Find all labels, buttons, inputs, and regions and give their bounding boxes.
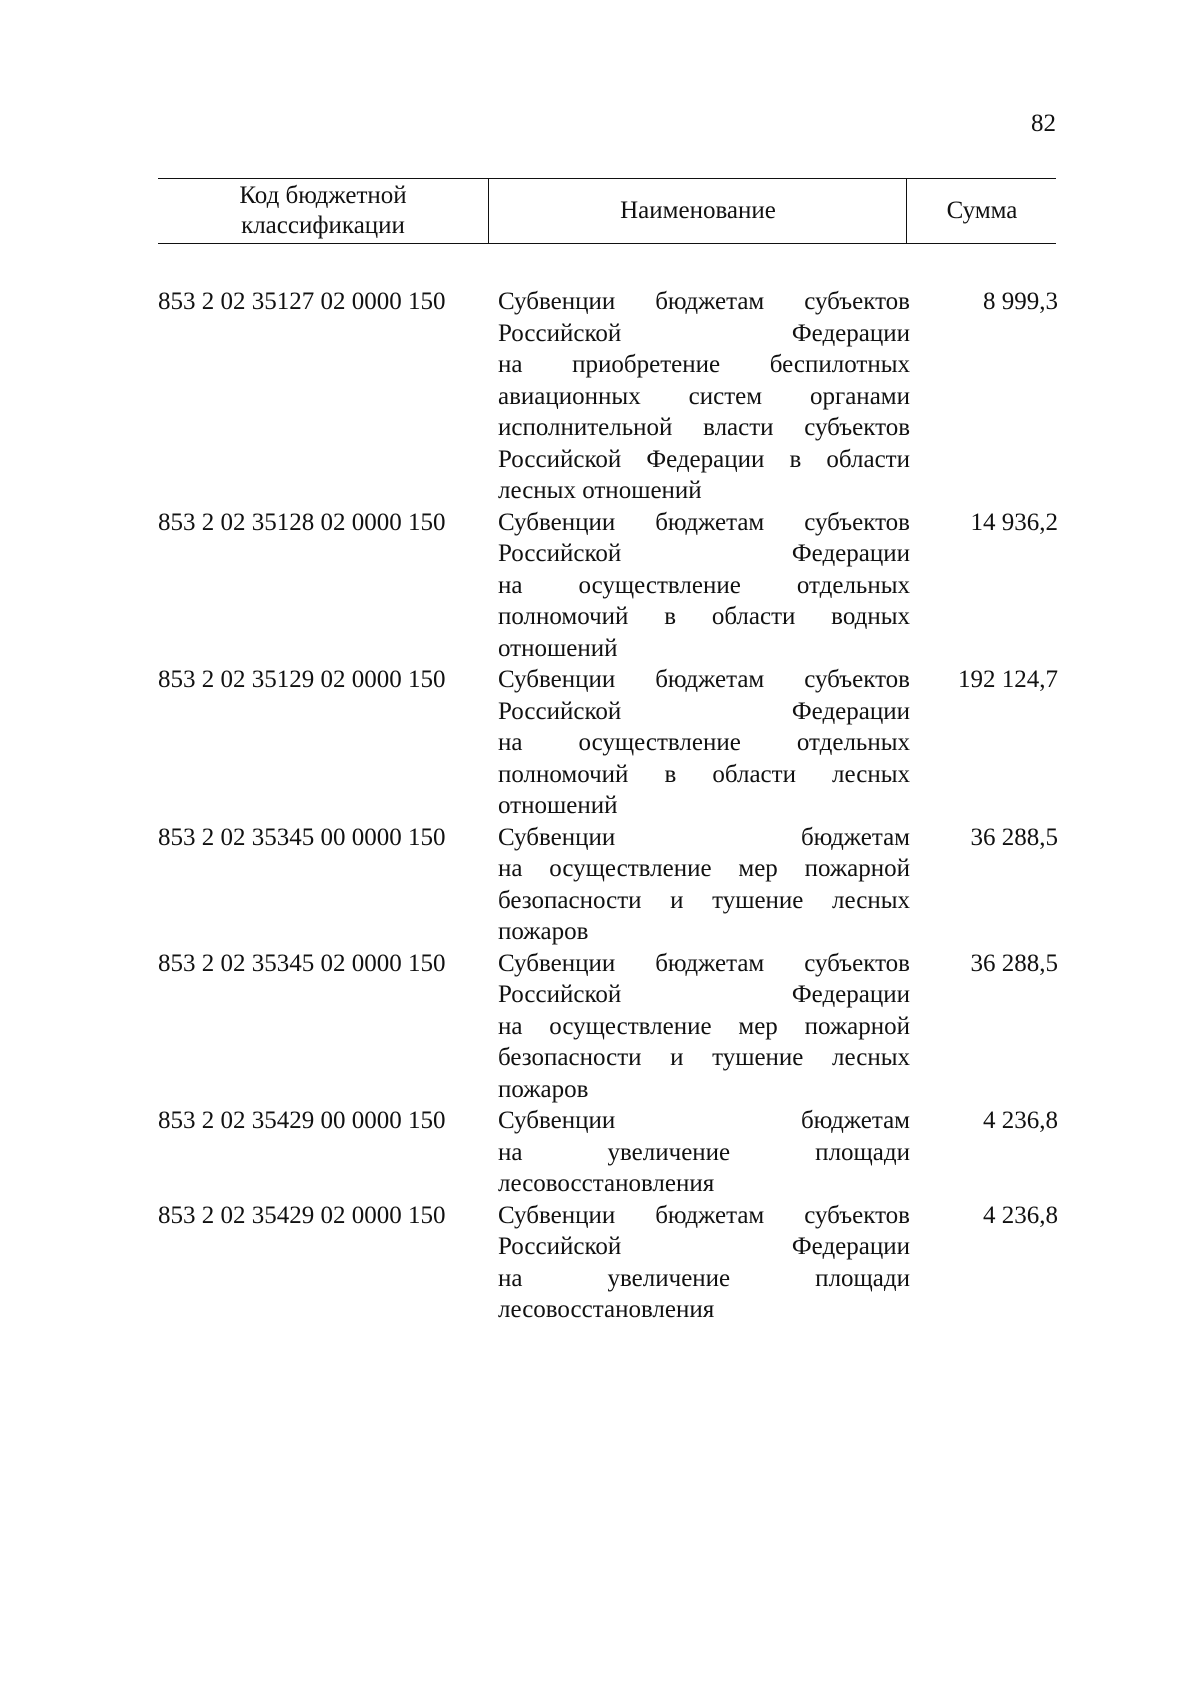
row-name-line: Субвенции бюджетам субъектов	[498, 1201, 910, 1229]
row-code: 853 2 02 35129 02 0000 150	[158, 666, 446, 693]
row-name-line: полномочий в области водных	[498, 603, 910, 630]
table-row	[158, 1200, 1058, 1326]
row-name-line: полномочий в области лесных	[498, 760, 910, 788]
row-name-line: отношений	[498, 792, 618, 819]
row-name-line: Российской Федерации	[498, 981, 910, 1008]
row-name-line: на осуществление отдельных	[498, 571, 910, 599]
table-row	[158, 507, 1058, 665]
row-sum: 4 236,8	[983, 1107, 1058, 1134]
row-name-line: Российской Федерации	[498, 319, 910, 347]
row-sum: 192 124,7	[958, 666, 1058, 693]
table-row	[158, 664, 1058, 822]
row-sum: 36 288,5	[970, 949, 1058, 977]
row-name-line: Субвенции бюджетам субъектов	[498, 666, 910, 693]
row-code: 853 2 02 35127 02 0000 150	[158, 288, 446, 315]
row-name-line: Субвенции бюджетам субъектов	[498, 288, 910, 315]
table-body	[158, 286, 1058, 1326]
header-name-column: Наименование	[488, 179, 907, 243]
row-name	[498, 1105, 910, 1200]
table-row	[158, 1105, 1058, 1200]
row-name-line: Субвенции бюджетам субъектов	[498, 949, 910, 977]
row-name-line: Российской Федерации	[498, 1233, 910, 1260]
row-name-line: авиационных систем органами	[498, 382, 910, 410]
row-name	[498, 948, 910, 1106]
row-name-line: пожаров	[498, 918, 589, 945]
row-name-line: на увеличение площади	[498, 1264, 910, 1292]
row-name-line: безопасности и тушение лесных	[498, 886, 910, 914]
row-sum: 14 936,2	[970, 508, 1058, 536]
table-header	[158, 178, 1056, 244]
row-name	[498, 1200, 910, 1326]
row-name-line: Субвенции бюджетам	[498, 1107, 910, 1134]
row-name-line: на осуществление отдельных	[498, 729, 910, 756]
row-name-line: на осуществление мер пожарной	[498, 1012, 910, 1040]
row-name-line: Субвенции бюджетам субъектов	[498, 508, 910, 536]
row-name-line: отношений	[498, 634, 618, 662]
row-name-line: на увеличение площади	[498, 1138, 910, 1166]
row-code: 853 2 02 35128 02 0000 150	[158, 508, 446, 536]
row-name-line: лесовосстановления	[498, 1170, 715, 1197]
row-code: 853 2 02 35429 02 0000 150	[158, 1201, 446, 1229]
row-name-line: лесовосстановления	[498, 1296, 715, 1323]
header-code-column: Код бюджетной классификации	[239, 182, 407, 239]
row-code: 853 2 02 35429 00 0000 150	[158, 1107, 446, 1134]
row-name-line: исполнительной власти субъектов	[498, 414, 910, 441]
row-name-line: безопасности и тушение лесных	[498, 1044, 910, 1071]
row-name-line: Российской Федерации	[498, 697, 910, 725]
row-code: 853 2 02 35345 02 0000 150	[158, 949, 446, 977]
row-name-line: Российской Федерации в области	[498, 445, 910, 473]
header-sum-column: Сумма	[906, 179, 1057, 243]
row-name-line: на приобретение беспилотных	[498, 351, 910, 378]
row-sum: 36 288,5	[970, 823, 1058, 851]
row-sum: 8 999,3	[983, 288, 1058, 315]
row-sum: 4 236,8	[983, 1201, 1058, 1229]
row-name	[498, 507, 910, 665]
page-number: 82	[1031, 110, 1056, 137]
row-name-line: на осуществление мер пожарной	[498, 855, 910, 882]
table-row	[158, 948, 1058, 1106]
row-name-line: Российской Федерации	[498, 540, 910, 567]
row-name-line: пожаров	[498, 1075, 589, 1103]
row-name-line: лесных отношений	[498, 477, 702, 504]
row-name	[498, 822, 910, 948]
row-name	[498, 286, 910, 507]
table-row	[158, 822, 1058, 948]
row-name	[498, 664, 910, 822]
row-code: 853 2 02 35345 00 0000 150	[158, 823, 446, 851]
table-row	[158, 286, 1058, 507]
row-name-line: Субвенции бюджетам	[498, 823, 910, 851]
